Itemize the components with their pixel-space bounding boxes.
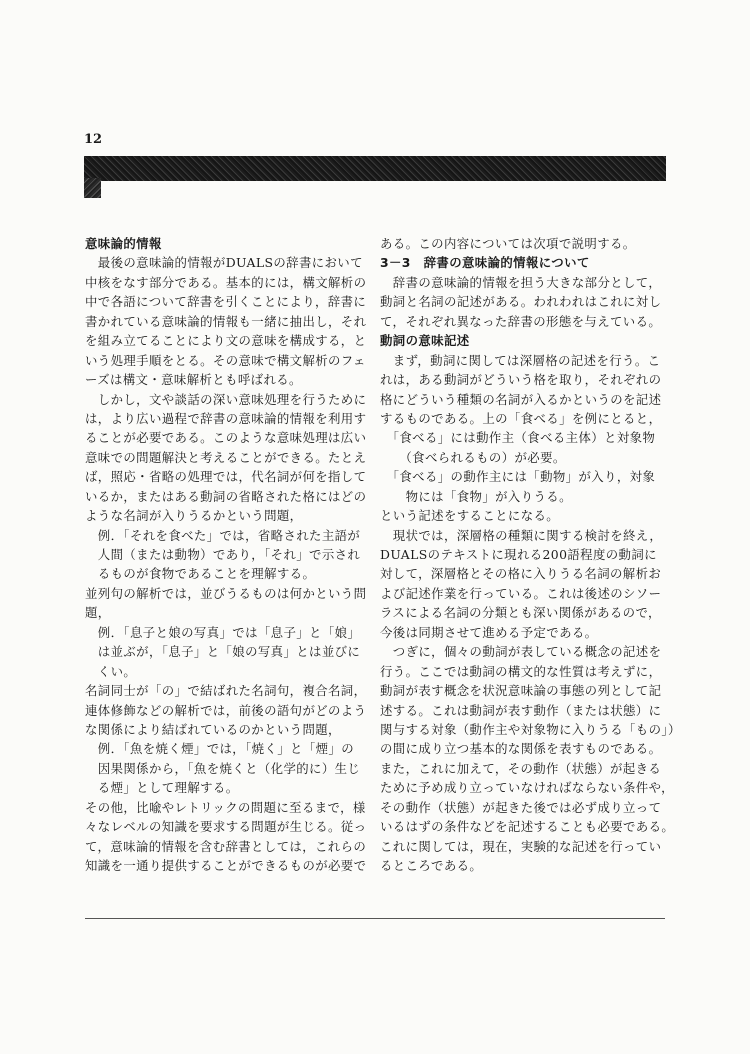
text-line: 辞書の意味論的情報を担う大きな部分として，: [380, 274, 662, 290]
text-line: つぎに，個々の動詞が表している概念の記述を: [380, 644, 662, 660]
text-line: 物には「食物」が入りうる。: [380, 488, 572, 504]
text-line: ような名詞が入りうるかという問題，: [85, 508, 303, 524]
text-line: を組み立てることにより文の意味を構成する，と: [85, 333, 367, 349]
left-column: [85, 234, 371, 875]
text-line: よび記述作業を行っている。これは後述のシソー: [380, 585, 662, 601]
text-line: は，より広い過程で辞書の意味論的情報を利用す: [85, 410, 367, 426]
text-line: 知識を一通り提供することができるものが必要で: [85, 858, 367, 873]
text-line: 並列句の解析では，並びうるものは何かという問: [85, 585, 367, 601]
right-column: [380, 234, 681, 875]
text-line: る煙」として理解する。: [85, 780, 239, 796]
text-line: 書かれている意味論的情報も一緒に抽出し，それ: [85, 313, 367, 329]
text-line: 中で各語について辞書を引くことにより，辞書に: [85, 294, 367, 310]
text-line: 関与する対象（動作主や対象物に入りうる「もの」）: [380, 721, 681, 737]
text-line: は並ぶが，「息子」と「娘の写真」とは並びに: [85, 644, 361, 660]
text-line: るものが食物であることを理解する。: [85, 566, 316, 582]
text-line: いるか，またはある動詞の省略された格にはどの: [85, 488, 367, 504]
text-line: するものである。上の「食べる」を例にとると，: [380, 410, 662, 426]
header-band-tab-decoration: [84, 178, 101, 198]
text-line: 例．「息子と娘の写真」では「息子」と「娘」: [85, 624, 361, 640]
text-line: 現状では，深層格の種類に関する検討を終え，: [380, 527, 663, 543]
text-line: 格にどういう種類の名詞が入るかというのを記述: [380, 391, 662, 407]
text-line: 例．「魚を焼く煙」では，「焼く」と「煙」の: [85, 741, 354, 757]
text-line: 動詞が表す概念を状況意味論の事態の列として記: [380, 683, 662, 699]
section-heading: 意味論的情報: [85, 236, 162, 251]
text-line: その動作（状態）が起きた後では必ず成り立って: [380, 799, 662, 815]
text-line: 動詞と名詞の記述がある。われわれはこれに対し: [380, 294, 662, 310]
text-line: ラスによる名詞の分類とも深い関係があるので，: [380, 605, 661, 621]
text-line: 述する。これは動詞が表す動作（または状態）に: [380, 702, 662, 718]
text-line: て，意味論的情報を含む辞書としては，これらの: [85, 838, 367, 854]
text-line: ば，照応・省略の処理では，代名詞が何を指して: [85, 469, 367, 485]
text-line: 中核をなす部分である。基本的には，構文解析の: [85, 274, 367, 290]
header-band-decoration: [84, 156, 666, 181]
text-line: これに関しては，現在，実験的な記述を行ってい: [380, 838, 662, 854]
text-line: （食べられるもの）が必要。: [380, 449, 566, 465]
footer-rule: [85, 918, 665, 919]
text-line: DUALSのテキストに現れる200語程度の動詞に: [380, 547, 657, 562]
text-line: 意味での問題解決と考えることができる。たとえ: [85, 449, 367, 465]
text-line: 行う。ここでは動詞の構文的な性質は考えずに，: [380, 663, 662, 679]
text-line: 対して，深層格とその格に入りうる名詞の解析お: [380, 566, 662, 582]
section-heading: 動詞の意味記述: [380, 333, 470, 349]
text-line: ある。この内容については次項で説明する。: [380, 236, 636, 251]
text-line: という記述をすることになる。: [380, 508, 560, 524]
text-line: れは，ある動詞がどういう格を取り，それぞれの: [380, 372, 662, 388]
text-line: 例．「それを食べた」では，省略された主語が: [85, 527, 361, 543]
text-line: の間に成り立つ基本的な関係を表すものである。: [380, 741, 662, 757]
text-line: 「食べる」には動作主（食べる主体）と対象物: [380, 430, 656, 446]
text-line: 人間（または動物）であり，「それ」で示され: [85, 547, 361, 562]
text-line: ることが必要である。このような意味処理は広い: [85, 430, 367, 446]
text-line: 「食べる」の動作主には「動物」が入り，対象: [380, 469, 656, 485]
text-line: いるはずの条件などを記述することも必要である。: [380, 819, 675, 835]
section-heading: 3－3 辞書の意味論的情報について: [380, 255, 590, 271]
text-line: また，これに加えて，その動作（状態）が起きる: [380, 760, 662, 776]
text-line: 最後の意味論的情報がDUALSの辞書において: [85, 255, 363, 271]
text-line: くい。: [85, 663, 137, 679]
text-line: て，それぞれ異なった辞書の形態を与えている。: [380, 313, 662, 329]
text-line: いう処理手順をとる。その意味で構文解析のフェ: [85, 352, 366, 368]
text-line: 連体修飾などの解析では，前後の語句がどのよう: [85, 702, 367, 718]
page-number: 12: [84, 132, 103, 147]
text-line: な関係により結ばれているのかという問題，: [85, 721, 341, 737]
text-line: 々なレベルの知識を要求する問題が生じる。従っ: [85, 819, 367, 835]
text-line: しかし，文や談話の深い意味処理を行うために: [85, 391, 367, 407]
text-line: るところである。: [380, 858, 483, 873]
text-line: 題，: [85, 605, 111, 621]
text-line: ーズは構文・意味解析とも呼ばれる。: [85, 372, 302, 388]
text-line: 今後は同期させて進める予定である。: [380, 624, 598, 640]
text-line: 因果関係から，「魚を焼くと（化学的に）生じ: [85, 760, 361, 776]
text-line: ために予め成り立っていなければならない条件や，: [380, 780, 674, 796]
text-line: 名詞同士が「の」で結ばれた名詞句，複合名詞，: [85, 683, 367, 699]
text-line: その他，比喩やレトリックの問題に至るまで，様: [85, 799, 366, 815]
text-line: まず，動詞に関しては深層格の記述を行う。こ: [380, 352, 661, 368]
